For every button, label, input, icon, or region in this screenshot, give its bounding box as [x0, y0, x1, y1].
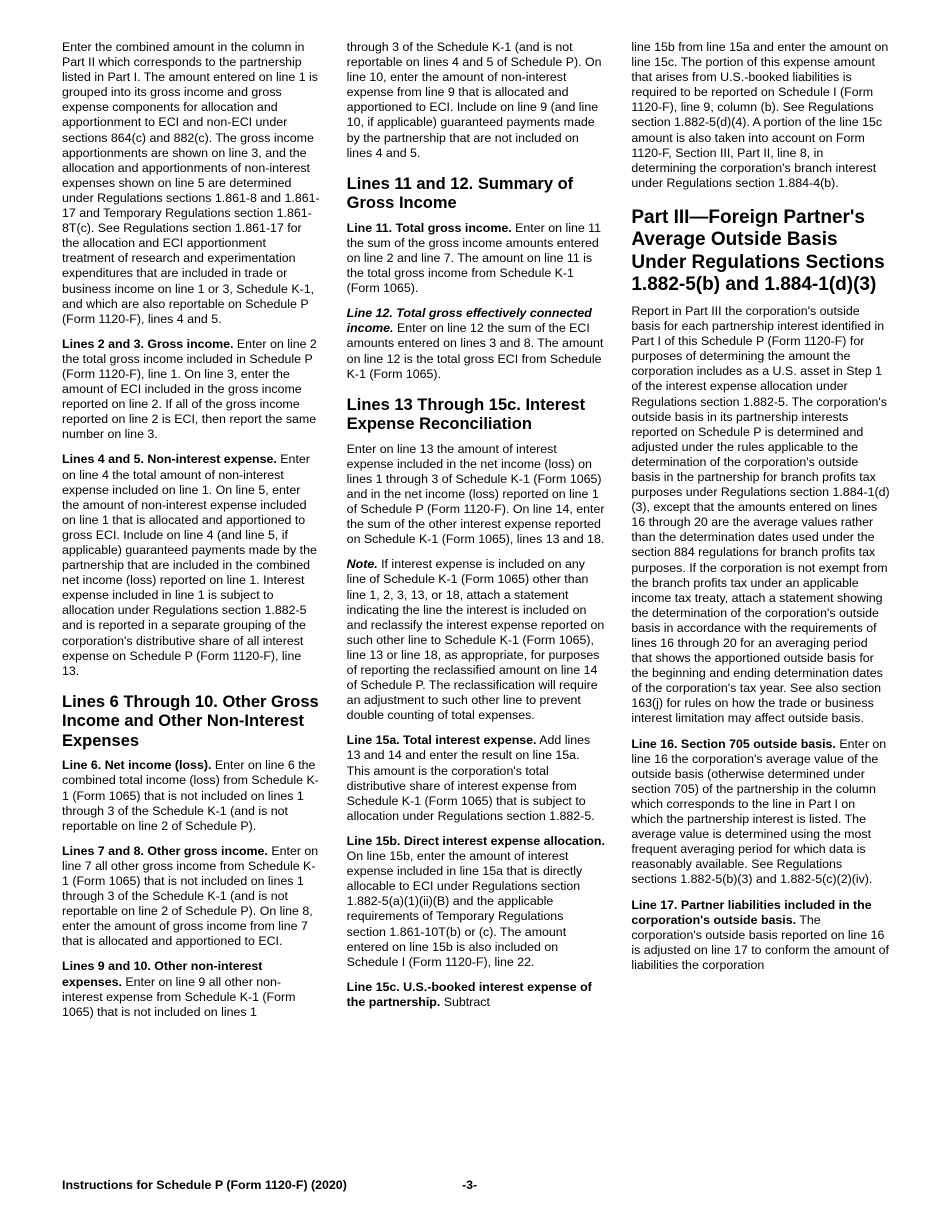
paragraph: [62, 758, 321, 833]
paragraph-lead: Lines 7 and 8. Other gross income.: [62, 843, 268, 858]
text-column-2: [347, 40, 606, 1150]
paragraph-text: Enter on line 9 all other non-interest expense from Schedule K-1 (Form 1065) that is not included on lines 1: [62, 974, 296, 1019]
footer-title: Instructions for Schedule P (Form 1120-F) (2020): [62, 1178, 347, 1192]
paragraph-text: Enter on line 6 the combined total income (loss) from Schedule K-1 (Form 1065) that is not included on lines 1 through 3 of the Schedule K-1 (and is not reportable on line 2 of Schedule P).: [62, 758, 319, 833]
paragraph-lead: Line 15b. Direct interest expense allocation.: [346, 833, 605, 848]
paragraph-lead: Lines 2 and 3. Gross income.: [62, 336, 234, 351]
paragraph: [631, 737, 890, 888]
paragraph: Enter on line 13 the amount of interest expense included in the net income (loss) on lines 1 through 3 of Schedule K-1 (Form 1065) and in the net income (loss) reported on line 1 of Schedule P (Form 1120-F). On line 14, enter the sum of the other interest expense reported on Schedule K-1 (Form 1065), lines 13 and 18.: [346, 441, 605, 547]
paragraph: [62, 452, 321, 678]
paragraph-text: Enter on line 16 the corporation's average value of the outside basis (otherwise determined under section 705) of the partnership in the column which corresponds to the line in Part I on which the partnership interest is listed. The average value is determined using the most frequent averaging period for which data is reasonably available. See Regulations sections 1.882-5(b)(3) and 1.882-5(c)(2)(iv).: [631, 736, 887, 887]
paragraph: [62, 959, 321, 1019]
paragraph-text: Enter on line 7 all other gross income from Schedule K-1 (Form 1065) that is not included on lines 1 through 3 of the Schedule K-1 (and is not reportable on line 2 of Schedule P). On line 8, enter the amount of gross income from line 7 that is allocated and apportioned to ECI.: [62, 843, 319, 949]
paragraph-lead: Line 15c. U.S.-booked interest expense of the partnership.: [346, 979, 592, 1009]
paragraph: [347, 306, 606, 381]
paragraph-text: The corporation's outside basis reported on line 16 is adjusted on line 17 to conform the amount of liabilities the corporation: [631, 912, 889, 972]
paragraph: line 15b from line 15a and enter the amount on line 15c. The portion of this expense amount that arises from U.S.-booked liabilities is required to be reported on Schedule I (Form 1120-F), line 9, column (b). See Regulations section 1.882-5(d)(4). A portion of the line 15c amount is also taken into account on Form 1120-F, Section III, Part II, line 8, in determining the corporation's branch interest under Regulations section 1.884-4(b).: [631, 40, 889, 190]
paragraph-lead: Lines 4 and 5. Non-interest expense.: [62, 452, 277, 467]
paragraph-lead: Line 17. Partner liabilities included in the corporation's outside basis.: [631, 897, 872, 927]
paragraph-lead: Line 15a. Total interest expense.: [346, 733, 537, 748]
paragraph-text: Enter on line 12 the sum of the ECI amounts entered on lines 3 and 8. The amount on line 12 is the total gross ECI from Schedule K-1 (Form 1065).: [346, 321, 604, 381]
page-footer: [62, 1178, 890, 1194]
paragraph: Enter the combined amount in the column in Part II which corresponds to the partnership listed in Part I. The amount entered on line 1 is grouped into its gross income and gross expense components for allocation and apportionment to ECI and non-ECI under sections 864(c) and 882(c). The gross income apportionments are shown on line 3, and the allocation and apportionments of non-interest expenses shown on line 5 are determined under Regulations sections 1.861-8 and 1.861-17 and Temporary Regulations section 1.861-8T(c). See Regulations section 1.861-17 for the allocation and ECI apportionment treatment of research and experimentation expenditures that are included in trade or business income on line 1 or 3, Schedule K-1, and which are also reportable on Schedule P (Form 1120-F), lines 4 and 5.: [62, 40, 320, 326]
paragraph: [62, 844, 321, 950]
section-heading: Lines 13 Through 15c. Interest Expense Reconciliation: [346, 395, 586, 434]
paragraph-text: Enter on line 2 the total gross income included in Schedule P (Form 1120-F), line 1. On line 3, enter the amount of ECI included in the gross income reported on line 2. If all of the gross income reported on line 2 is ECI, then report the same number on line 3.: [62, 336, 317, 442]
paragraph: [347, 980, 606, 1010]
footer-page-number: -3-: [462, 1178, 478, 1192]
paragraph: [347, 733, 606, 824]
section-heading: Lines 6 Through 10. Other Gross Income and Other Non-Interest Expenses: [62, 692, 319, 750]
paragraph-lead: Line 11. Total gross income.: [346, 220, 512, 235]
paragraph: [347, 834, 606, 970]
paragraph-lead: Line 16. Section 705 outside basis.: [631, 736, 836, 751]
paragraph: through 3 of the Schedule K-1 (and is not reportable on lines 4 and 5 of Schedule P). On line 10, enter the amount of non-interest expense from line 9 that is allocated and apportioned to ECI. Include on line 9 (and line 10, if applicable) guaranteed payments made by the partnership that are not included on lines 4 and 5.: [346, 40, 602, 160]
paragraph-text: Subtract: [443, 994, 490, 1009]
paragraph: Report in Part III the corporation's outside basis for each partnership interest identified in Part I of this Schedule P (Form 1120-F) for purposes of determining the amount the corporation includes as a U.S. asset in Step 1 of the interest expense allocation under Regulations section 1.882-5. The corporation's outside basis in its partnership interests reported on Schedule P is determined and adjusted under the rules applicable to the determination of the corporation's outside basis in the partnership for branch profits tax purposes under Regulations section 1.884-1(d)(3), except that the amounts entered on lines 16 through 20 are the average values rather than the determination dates used under the section 884 regulations for branch profits tax purposes. If the corporation is not exempt from the branch profits tax under an applicable income tax treaty, attach a statement showing the determination of the corporation's outside basis in accordance with the requirements of lines 16 through 20 for an averaging period that shows the apportioned outside basis for the beginning and ending determination dates of the corporation's tax year. See also section 163(j) for rules on how the trade or business interest limitation may affect outside basis.: [631, 303, 890, 726]
paragraph-lead: Line 12. Total gross effectively connected income.: [346, 306, 592, 336]
paragraph-lead: Note.: [346, 557, 378, 572]
column-container: [62, 40, 890, 1150]
section-heading: Lines 11 and 12. Summary of Gross Income: [346, 174, 574, 213]
paragraph: [347, 557, 606, 723]
text-column-1: [62, 40, 321, 1150]
paragraph: [62, 337, 321, 443]
paragraph-lead: Line 6. Net income (loss).: [62, 758, 212, 773]
paragraph-text: Enter on line 4 the total amount of non-interest expense included on line 1. On line 5, enter the amount of non-interest expense included on line 1 that is allocated and apportioned to gross ECI. Include on line 4 (and line 5, if applicable) guaranteed payments made by the partnership that are included in the combined net income (loss) reported on line 1. Interest expense included in line 1 is subject to allocation under Regulations section 1.882-5 and is reported in a separate grouping of the corporation's distributive share of all interest expense on Schedule P (Form 1120-F), line 13.: [62, 452, 317, 678]
paragraph-text: If interest expense is included on any line of Schedule K-1 (Form 1065) other than line 1, 2, 3, 13, or 18, attach a statement indicating the line the interest is included on and reclassify the interest expense reported on such other line to Schedule K-1 (Form 1065), line 13 or line 18, as appropriate, for purposes of reporting the reclassified amount on line 14 of Schedule P. The reclassification will require an adjustment to such other line to prevent double counting of total expenses.: [346, 557, 605, 723]
paragraph: [347, 221, 606, 296]
text-column-3: [631, 40, 890, 1150]
paragraph-text: Add lines 13 and 14 and enter the result on line 15a. This amount is the corporation's total distributive share of interest expense from Schedule K-1 (Form 1065) that is subject to allocation under Regulations section 1.882-5.: [346, 733, 595, 823]
part-heading: Part III—Foreign Partner's Average Outside Basis Under Regulations Sections 1.882-5(b) and 1.884-1(d)(3): [631, 206, 885, 296]
paragraph-text: Enter on line 11 the sum of the gross income amounts entered on line 2 and line 7. The amount on line 11 is the total gross income from Schedule K-1 (Form 1065).: [346, 220, 602, 296]
paragraph-text: On line 15b, enter the amount of interest expense included in line 15a that is directly allocable to ECI under Regulations section 1.882-5(a)(1)(ii)(B) and the applicable requirements of Temporary Regulations section 1.861-10T(b) or (c). The amount entered on line 15b is also included on Schedule I (Form 1120-F), line 22.: [346, 849, 583, 969]
paragraph-lead: Lines 9 and 10. Other non-interest expenses.: [62, 959, 263, 989]
paragraph: [631, 898, 890, 973]
